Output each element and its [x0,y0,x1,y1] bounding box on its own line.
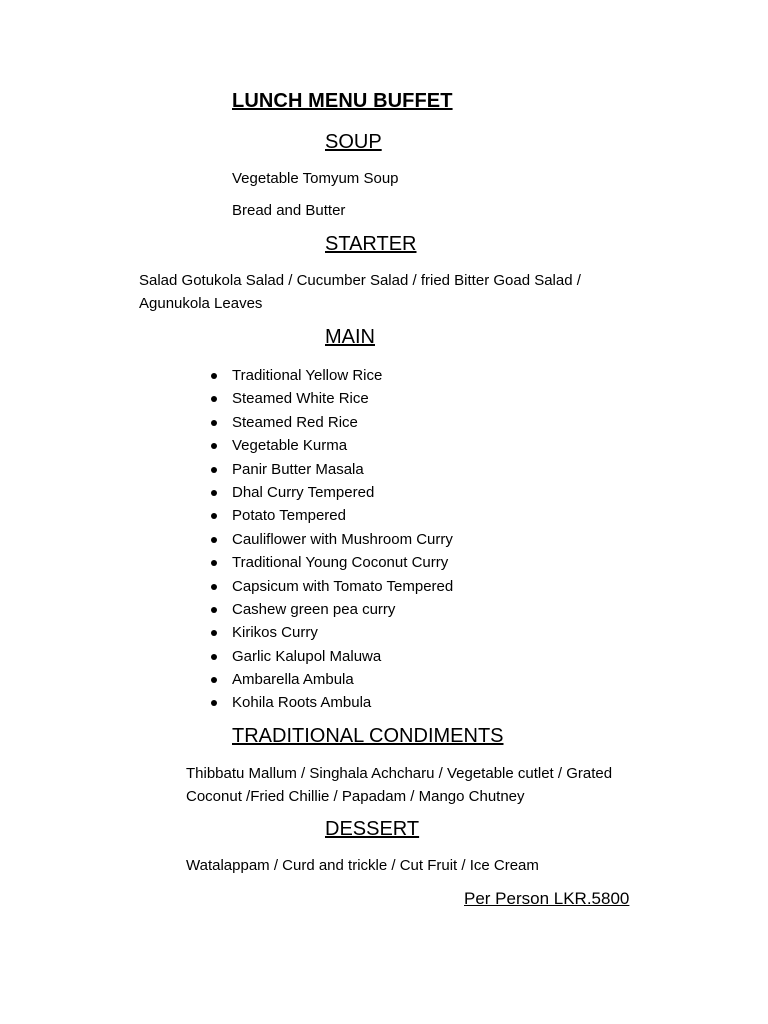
bullet-icon [211,700,217,706]
list-item-label: Cashew green pea curry [232,600,396,618]
menu-title: LUNCH MENU BUFFET [232,90,453,112]
list-item [206,364,453,387]
soup-item: Bread and Butter [232,202,346,219]
list-item [206,481,453,504]
bullet-icon [211,443,217,449]
list-item [206,528,453,551]
list-item [206,598,453,621]
list-item-label: Dhal Curry Tempered [232,483,375,501]
main-heading: MAIN [325,326,375,348]
bullet-icon [211,467,217,473]
list-item-label: Kohila Roots Ambula [232,694,372,712]
price-label: Per Person LKR.5800 [464,889,630,908]
list-item [206,458,453,481]
bullet-icon [211,537,217,543]
dessert-heading: DESSERT [325,818,420,840]
starter-line: Agunukola Leaves [139,295,263,312]
list-item [206,645,453,668]
list-item-label: Ambarella Ambula [232,671,354,689]
list-item [206,575,453,598]
list-item-label: Cauliflower with Mushroom Curry [232,530,453,548]
list-item-label: Traditional Young Coconut Curry [232,554,449,572]
main-dish-list [206,364,453,715]
list-item [206,434,453,457]
list-item-label: Panir Butter Masala [232,460,364,478]
list-item-label: Kirikos Curry [232,624,318,642]
list-item [206,691,453,714]
list-item-label: Steamed Red Rice [232,413,358,431]
list-item [206,387,453,410]
starter-heading: STARTER [325,233,417,255]
list-item [206,621,453,644]
list-item-label: Capsicum with Tomato Tempered [232,577,454,595]
list-item [206,668,453,691]
condiments-line: Thibbatu Mallum / Singhala Achcharu / Vegetable cutlet / Grated [186,765,613,782]
list-item [206,411,453,434]
starter-line: Salad Gotukola Salad / Cucumber Salad / fried Bitter Goad Salad / [139,272,581,289]
list-item [206,504,453,527]
bullet-icon [211,513,217,519]
bullet-icon [211,630,217,636]
list-item-label: Potato Tempered [232,507,346,525]
bullet-icon [211,420,217,426]
starter-text [139,269,581,315]
list-item-label: Steamed White Rice [232,390,369,408]
list-item-label: Garlic Kalupol Maluwa [232,647,382,665]
condiments-heading: TRADITIONAL CONDIMENTS [232,725,504,747]
list-item-label: Traditional Yellow Rice [232,367,383,384]
bullet-icon [211,560,217,566]
dessert-text: Watalappam / Curd and trickle / Cut Fruit / Ice Cream [186,857,539,874]
bullet-icon [211,490,217,496]
bullet-icon [211,607,217,613]
bullet-icon [211,396,217,402]
bullet-icon [211,654,217,660]
condiments-line: Coconut /Fried Chillie / Papadam / Mango Chutney [186,788,525,805]
soup-item: Vegetable Tomyum Soup [232,170,399,187]
bullet-icon [211,584,217,590]
condiments-text [186,762,612,808]
soup-heading: SOUP [325,131,382,153]
bullet-icon [211,677,217,683]
list-item-label: Vegetable Kurma [232,437,348,455]
list-item [206,551,453,574]
bullet-icon [211,373,217,379]
